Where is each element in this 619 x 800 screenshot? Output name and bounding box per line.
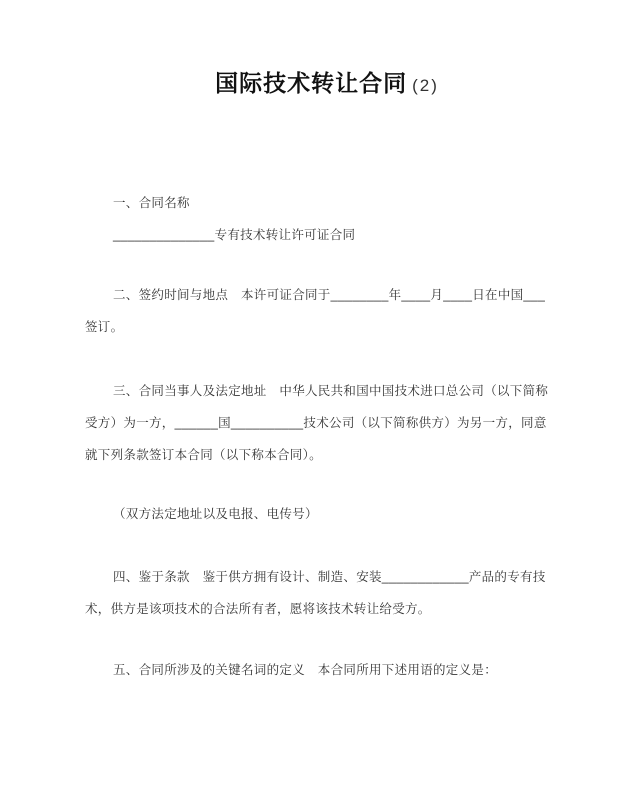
document-title-text: 国际技术转让合同 <box>215 70 408 96</box>
section-definitions <box>85 654 569 686</box>
section-contract-name <box>85 187 569 251</box>
document-title <box>85 66 569 100</box>
section-parties-and-legal-address <box>85 375 569 471</box>
document-line: 术，供方是该项技术的合法所有者，愿将该技术转让给受方。 <box>85 602 431 616</box>
section-whereas-clause <box>85 561 569 625</box>
document-line: 签订。 <box>85 320 124 334</box>
document-line-blank-field: ______________专有技术转让许可证合同 <box>113 228 356 242</box>
document-line-note: （双方法定地址以及电报、电传号） <box>113 507 318 521</box>
document-title-number: (2) <box>412 76 439 95</box>
document-line: 五、合同所涉及的关键名词的定义 本合同所用下述用语的定义是： <box>113 663 498 677</box>
section-addresses-note <box>85 498 569 530</box>
document-line-blank-field: 四、鉴于条款 鉴于供方拥有设计、制造、安装____________产品的专有技 <box>113 570 546 584</box>
section-signing-time-place <box>85 279 569 343</box>
document-line: 就下列条款签订本合同（以下称本合同）。 <box>85 448 322 462</box>
document-line: 一、合同名称 <box>113 196 190 210</box>
document-line-blank-field: 受方）为一方，______国__________技术公司（以下简称供方）为另一方，同意 <box>85 416 547 430</box>
document-line-blank-field: 二、签约时间与地点 本许可证合同于________年____月____日在中国___ <box>113 288 546 302</box>
document-line: 三、合同当事人及法定地址 中华人民共和国中国技术进口总公司（以下简称 <box>113 384 549 398</box>
